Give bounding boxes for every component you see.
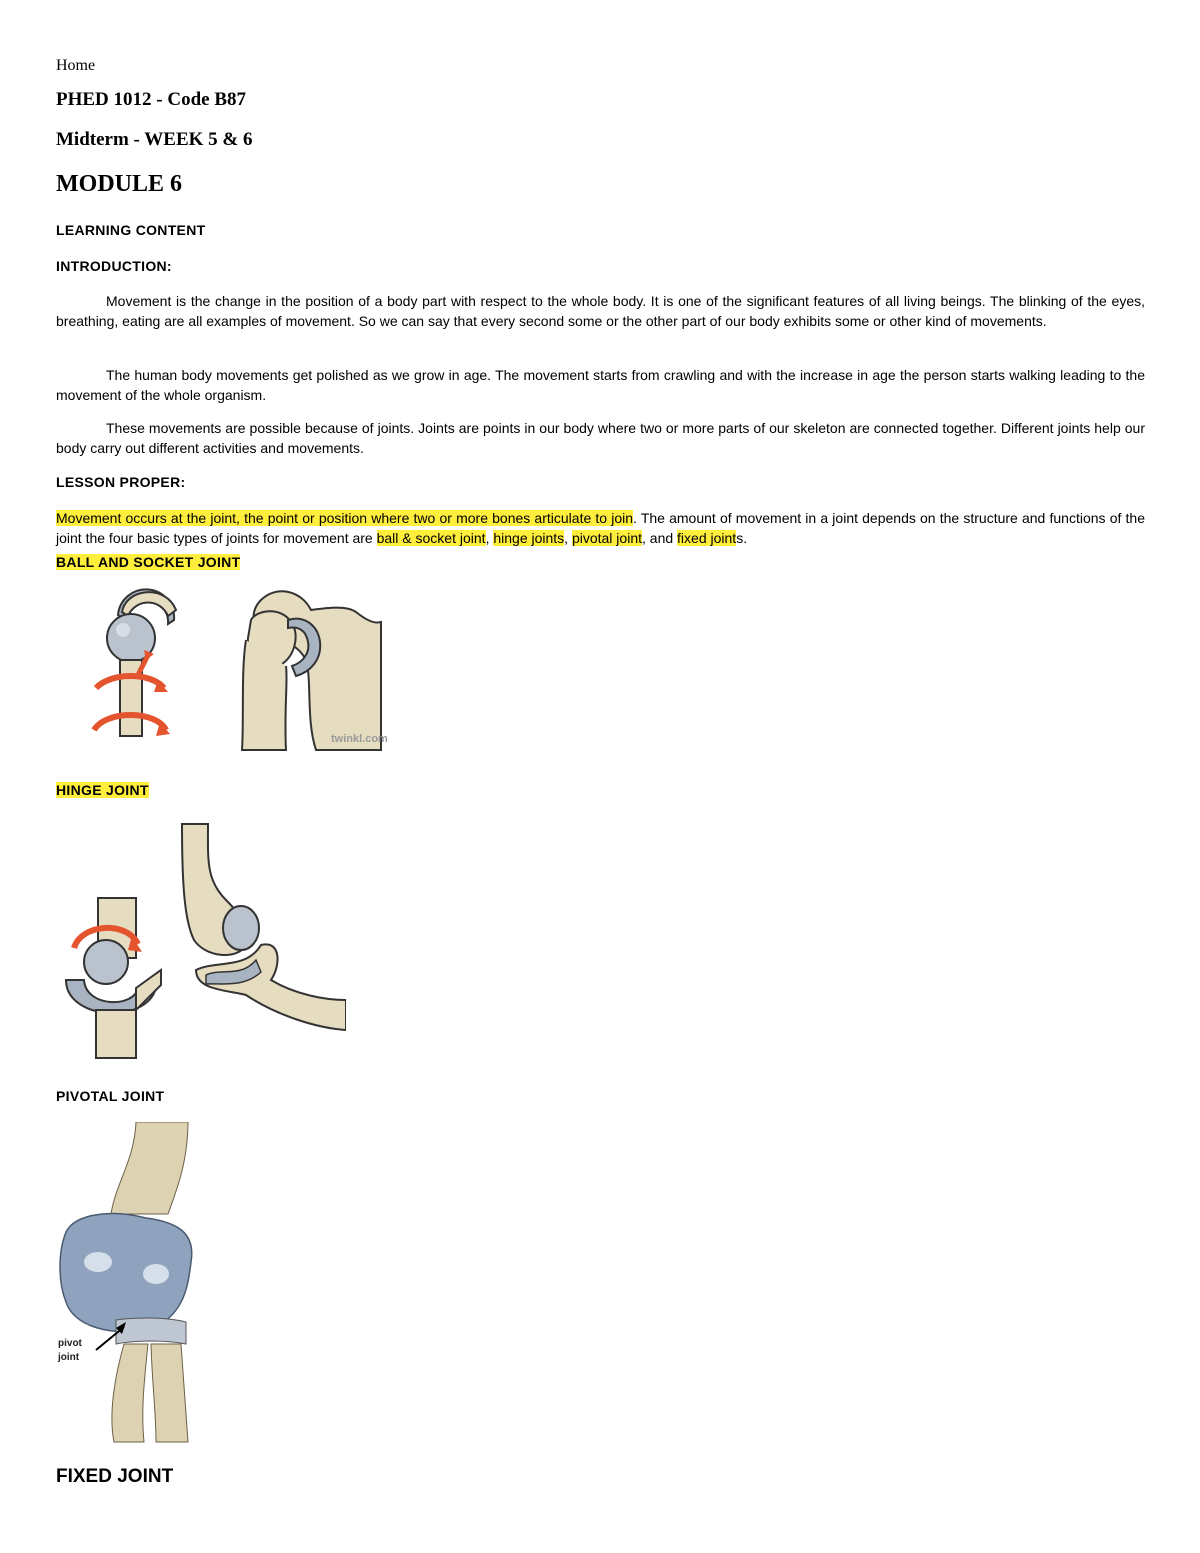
fixed-joint-heading: FIXED JOINT [56, 1466, 174, 1487]
pivot-label-line-1: pivot [58, 1338, 82, 1349]
ball-socket-heading: BALL AND SOCKET JOINT [56, 554, 241, 570]
ball-socket-diagram [94, 589, 176, 736]
highlight-definition: Movement occurs at the joint, the point or position where two or more bones articulate to join [56, 510, 634, 526]
lesson-paragraph: Movement occurs at the joint, the point or position where two or more bones articulate to join. The amount of movement in a joint depends on the structure and functions of the joint the four basic types of joints for movement are ball & socket joint, hinge joints, pivotal joint, and fixed joints. [56, 510, 1145, 546]
intro-paragraph-1: Movement is the change in the position of a body part with respect to the whole body. It is one of the significant features of all living beings. The blinking of the eyes, breathing, eating are all examples of movement. So we can say that every second some or the other part of our body exhibits some or other kind of movements. [56, 293, 1145, 329]
module-title: MODULE 6 [56, 171, 182, 197]
joint-type-hinge: hinge joints [493, 529, 565, 546]
watermark-text: twinkl.com [331, 733, 388, 745]
elbow-illustration [182, 824, 346, 1030]
intro-paragraph-3: These movements are possible because of joints. Joints are points in our body where two or more parts of our skeleton are connected together. Different joints help our body carry out different activities and movements. [56, 420, 1145, 456]
lesson-proper-heading: LESSON PROPER: [56, 474, 186, 490]
hinge-schematic [66, 898, 161, 1058]
pivotal-figure [56, 1122, 196, 1447]
hinge-heading: HINGE JOINT [56, 782, 149, 798]
pivotal-heading: PIVOTAL JOINT [56, 1088, 165, 1104]
term-title: Midterm - WEEK 5 & 6 [56, 129, 253, 150]
pivot-anatomy-illustration [57, 1122, 192, 1442]
course-title: PHED 1012 - Code B87 [56, 89, 246, 110]
joint-type-pivotal: pivotal joint [571, 529, 642, 546]
ball-socket-figure [56, 580, 396, 760]
shoulder-bone-illustration [242, 591, 388, 750]
joint-type-fixed: fixed joint [677, 529, 737, 546]
home-link[interactable]: Home [56, 57, 96, 74]
hinge-figure [56, 820, 346, 1065]
pivot-label-line-2: joint [58, 1352, 80, 1363]
introduction-heading: INTRODUCTION: [56, 258, 172, 274]
learning-content-heading: LEARNING CONTENT [56, 222, 206, 238]
joint-type-ball-socket: ball & socket joint [376, 529, 486, 546]
intro-paragraph-2: The human body movements get polished as we grow in age. The movement starts from crawling and with the increase in age the person starts walking leading to the movement of the whole organism. [56, 367, 1145, 403]
